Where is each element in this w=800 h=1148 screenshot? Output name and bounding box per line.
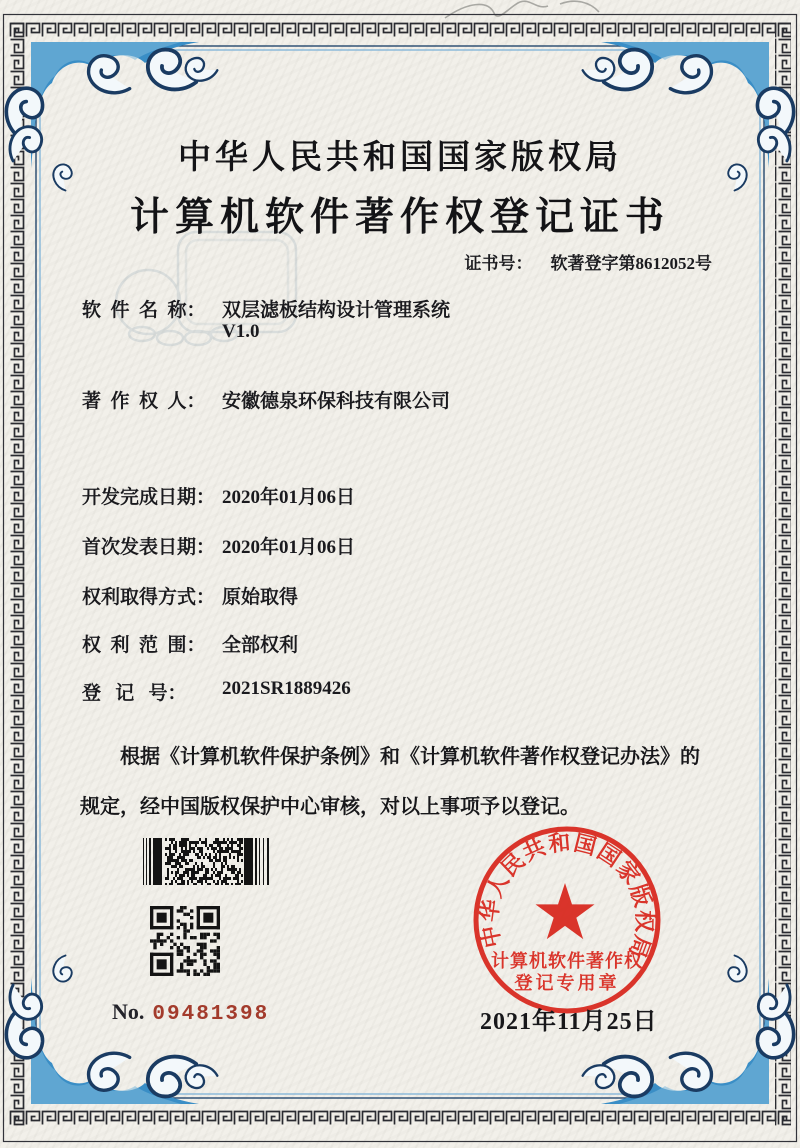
field-registration-number [82,678,351,705]
issue-date: 2021年11月25日 [480,1009,658,1035]
field-label: 首次发表日期： [82,537,216,558]
field-label: 权利取得方式： [82,587,216,608]
field-software-version: V1.0 [222,321,260,342]
ghost-stamp [116,232,296,345]
serial-number-label: No. [112,999,145,1024]
field-value: 全部权利 [222,635,299,656]
certificate-title: 计算机软件著作权登记证书 [129,196,670,239]
field-right-scope [82,630,299,657]
field-software-name [82,295,451,322]
field-value: 原始取得 [222,587,299,608]
serial-number-value: 09481398 [152,1003,270,1026]
statement-line-2: 规定，经中国版权保护中心审核，对以上事项予以登记。 [80,796,580,818]
outer-border-line [4,15,797,1142]
authority-title: 中华人民共和国国家版权局 [178,138,622,175]
field-label: 权 利 范 围： [82,635,206,656]
seal-text-line2: 登记专用章 [514,973,620,993]
serial-number-line [112,999,269,1026]
field-dev-completion-date [82,482,356,509]
seal-text-line1: 计算机软件著作权 [491,951,643,971]
seal-star-icon [536,883,595,939]
field-label: 开发完成日期： [82,487,216,508]
qr-code [150,906,220,976]
field-first-publication-date [82,532,356,559]
pdf417-barcode [143,838,271,885]
registration-statement [80,732,732,832]
handwriting-mark [445,1,599,18]
field-copyright-owner [82,386,451,413]
field-value: 2021SR1889426 [222,678,351,699]
field-value: 安徽德泉环保科技有限公司 [222,391,451,412]
field-label: 著 作 权 人： [82,391,206,412]
field-value: 2020年01月06日 [222,537,356,558]
seal-ring-text: 中华人民共和国国家版权局 [476,829,658,963]
official-seal [471,824,663,1020]
field-label: 软 件 名 称： [82,300,206,321]
field-label: 登 记 号： [82,683,187,704]
field-right-acquisition [82,582,299,609]
certificate-number-line [465,249,713,274]
certificate-number-value: 软著登字第8612052号 [550,254,712,273]
certificate-number-label: 证书号： [464,254,533,273]
statement-line-1: 根据《计算机软件保护条例》和《计算机软件著作权登记办法》的 [120,746,700,768]
field-value: 双层滤板结构设计管理系统 [222,300,451,321]
field-value: 2020年01月06日 [222,487,356,508]
